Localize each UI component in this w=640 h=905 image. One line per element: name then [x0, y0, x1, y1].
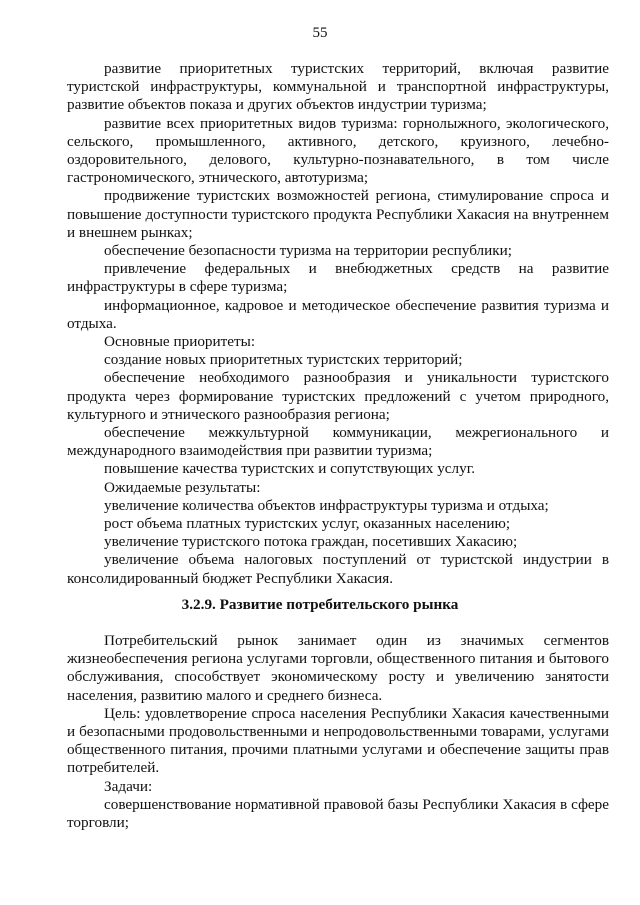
paragraph: Цель: удовлетворение спроса населения Республики Хакасия качественными и безопасными продовольственными и непродовольственными товарами, услугами общественного питания, прочими платными услугами и обеспечение защиты прав потребителей. — [67, 704, 609, 777]
paragraph: рост объема платных туристских услуг, оказанных населению; — [104, 515, 511, 533]
paragraph: обеспечение межкультурной коммуникации, межрегионального и международного взаимодействия при развитии туризма; — [67, 424, 609, 460]
paragraph: развитие всех приоритетных видов туризма: горнолыжного, экологического, сельского, промышленного, активного, детского, круизного, лечебно-оздоровительного, делового, культурно-познавательного, в том числе гастрономического, этнического, автотуризма; — [67, 114, 609, 187]
section-heading: 3.2.9. Развитие потребительского рынка — [181, 596, 459, 613]
paragraph: увеличение туристского потока граждан, посетивших Хакасию; — [104, 533, 518, 551]
body-text-bottom — [67, 632, 609, 832]
paragraph: Потребительский рынок занимает один из значимых сегментов жизнеобеспечения региона услугами торговли, общественного питания и бытового обслуживания, способствует экономическому росту и увеличению занятости населения, развитию малого и среднего бизнеса. — [67, 632, 609, 704]
paragraph: совершенствование нормативной правовой базы Республики Хакасия в сфере торговли; — [67, 795, 609, 832]
paragraph: развитие приоритетных туристских территорий, включая развитие туристской инфраструктуры, коммунальной и транспортной инфраструктуры, развитие объектов показа и других объектов индустрии туризма; — [67, 60, 609, 114]
paragraph: увеличение количества объектов инфраструктуры туризма и отдыха; — [104, 496, 549, 514]
paragraph: Ожидаемые результаты: — [104, 478, 261, 496]
paragraph: создание новых приоритетных туристских территорий; — [104, 351, 463, 369]
paragraph: обеспечение необходимого разнообразия и уникальности туристского продукта через формирование туристских предложений с учетом природного, культурного и этнического разнообразия региона; — [67, 369, 609, 423]
paragraph: информационное, кадровое и методическое обеспечение развития туризма и отдыха. — [67, 296, 609, 332]
paragraph: продвижение туристских возможностей региона, стимулирование спроса и повышение доступности туристского продукта Республики Хакасия на внутреннем и внешнем рынках; — [67, 187, 609, 241]
page-number: 55 — [312, 25, 328, 41]
paragraph: увеличение объема налоговых поступлений от туристской индустрии в консолидированный бюджет Республики Хакасия. — [67, 551, 609, 587]
paragraph: обеспечение безопасности туризма на территории республики; — [104, 242, 512, 260]
body-text-top — [67, 60, 609, 588]
paragraph: Основные приоритеты: — [104, 333, 256, 351]
paragraph: повышение качества туристских и сопутствующих услуг. — [104, 460, 476, 478]
paragraph: привлечение федеральных и внебюджетных средств на развитие инфраструктуры в сфере туризма; — [67, 260, 609, 296]
paragraph: Задачи: — [104, 777, 153, 795]
